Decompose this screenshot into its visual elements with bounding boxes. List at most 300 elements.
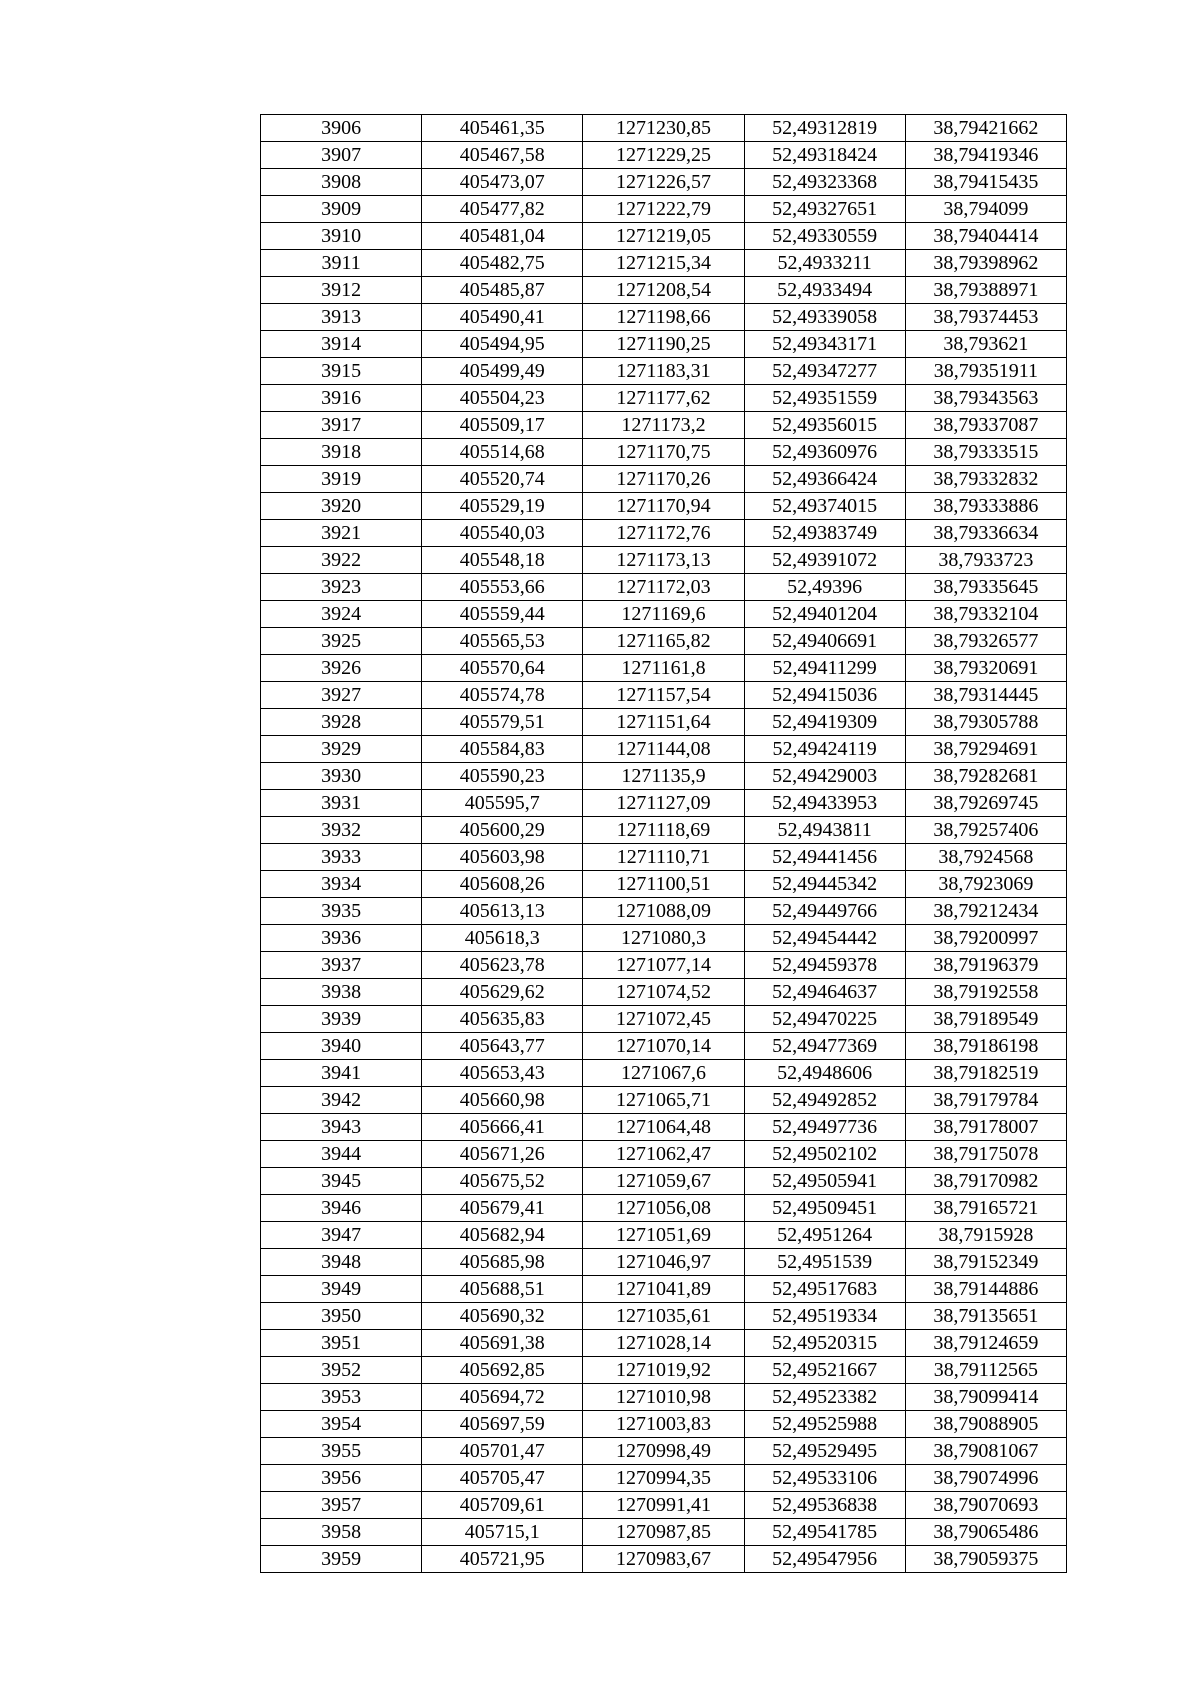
table-row: [261, 196, 1067, 223]
x-coordinate-cell: 405574,78: [422, 682, 583, 709]
table-row: [261, 358, 1067, 385]
latitude-cell: 52,49459378: [744, 952, 905, 979]
latitude-cell: 52,4951264: [744, 1222, 905, 1249]
x-coordinate-cell: 405705,47: [422, 1465, 583, 1492]
y-coordinate-cell: 1271003,83: [583, 1411, 744, 1438]
longitude-cell: 38,7915928: [905, 1222, 1066, 1249]
longitude-cell: 38,7924568: [905, 844, 1066, 871]
x-coordinate-cell: 405653,43: [422, 1060, 583, 1087]
table-row: [261, 709, 1067, 736]
y-coordinate-cell: 1270998,49: [583, 1438, 744, 1465]
x-coordinate-cell: 405473,07: [422, 169, 583, 196]
longitude-cell: 38,79200997: [905, 925, 1066, 952]
latitude-cell: 52,49525988: [744, 1411, 905, 1438]
latitude-cell: 52,49519334: [744, 1303, 905, 1330]
longitude-cell: 38,79332832: [905, 466, 1066, 493]
point-number-cell: 3945: [261, 1168, 422, 1195]
x-coordinate-cell: 405603,98: [422, 844, 583, 871]
table-row: [261, 763, 1067, 790]
x-coordinate-cell: 405715,1: [422, 1519, 583, 1546]
x-coordinate-cell: 405499,49: [422, 358, 583, 385]
latitude-cell: 52,49529495: [744, 1438, 905, 1465]
latitude-cell: 52,49541785: [744, 1519, 905, 1546]
point-number-cell: 3923: [261, 574, 422, 601]
table-row: [261, 1465, 1067, 1492]
longitude-cell: 38,79336634: [905, 520, 1066, 547]
x-coordinate-cell: 405635,83: [422, 1006, 583, 1033]
table-row: [261, 1060, 1067, 1087]
longitude-cell: 38,79178007: [905, 1114, 1066, 1141]
x-coordinate-cell: 405481,04: [422, 223, 583, 250]
point-number-cell: 3932: [261, 817, 422, 844]
longitude-cell: 38,79343563: [905, 385, 1066, 412]
latitude-cell: 52,49502102: [744, 1141, 905, 1168]
latitude-cell: 52,4933211: [744, 250, 905, 277]
latitude-cell: 52,49523382: [744, 1384, 905, 1411]
longitude-cell: 38,79186198: [905, 1033, 1066, 1060]
y-coordinate-cell: 1271172,76: [583, 520, 744, 547]
longitude-cell: 38,79320691: [905, 655, 1066, 682]
longitude-cell: 38,79351911: [905, 358, 1066, 385]
y-coordinate-cell: 1270987,85: [583, 1519, 744, 1546]
point-number-cell: 3906: [261, 115, 422, 142]
table-row: [261, 1222, 1067, 1249]
point-number-cell: 3911: [261, 250, 422, 277]
table-row: [261, 1303, 1067, 1330]
y-coordinate-cell: 1271059,67: [583, 1168, 744, 1195]
table-row: [261, 871, 1067, 898]
point-number-cell: 3917: [261, 412, 422, 439]
y-coordinate-cell: 1270991,41: [583, 1492, 744, 1519]
y-coordinate-cell: 1271080,3: [583, 925, 744, 952]
latitude-cell: 52,49323368: [744, 169, 905, 196]
longitude-cell: 38,79088905: [905, 1411, 1066, 1438]
latitude-cell: 52,49312819: [744, 115, 905, 142]
longitude-cell: 38,79081067: [905, 1438, 1066, 1465]
longitude-cell: 38,79065486: [905, 1519, 1066, 1546]
longitude-cell: 38,79333886: [905, 493, 1066, 520]
point-number-cell: 3916: [261, 385, 422, 412]
latitude-cell: 52,49374015: [744, 493, 905, 520]
latitude-cell: 52,49470225: [744, 1006, 905, 1033]
x-coordinate-cell: 405504,23: [422, 385, 583, 412]
y-coordinate-cell: 1271208,54: [583, 277, 744, 304]
table-row: [261, 574, 1067, 601]
y-coordinate-cell: 1271035,61: [583, 1303, 744, 1330]
y-coordinate-cell: 1271170,26: [583, 466, 744, 493]
point-number-cell: 3941: [261, 1060, 422, 1087]
latitude-cell: 52,49454442: [744, 925, 905, 952]
x-coordinate-cell: 405675,52: [422, 1168, 583, 1195]
x-coordinate-cell: 405548,18: [422, 547, 583, 574]
longitude-cell: 38,79189549: [905, 1006, 1066, 1033]
point-number-cell: 3940: [261, 1033, 422, 1060]
point-number-cell: 3914: [261, 331, 422, 358]
y-coordinate-cell: 1271100,51: [583, 871, 744, 898]
table-row: [261, 1195, 1067, 1222]
y-coordinate-cell: 1270983,67: [583, 1546, 744, 1573]
longitude-cell: 38,79070693: [905, 1492, 1066, 1519]
longitude-cell: 38,79257406: [905, 817, 1066, 844]
latitude-cell: 52,4948606: [744, 1060, 905, 1087]
table-row: [261, 331, 1067, 358]
y-coordinate-cell: 1271074,52: [583, 979, 744, 1006]
latitude-cell: 52,49330559: [744, 223, 905, 250]
table-row: [261, 790, 1067, 817]
latitude-cell: 52,49391072: [744, 547, 905, 574]
y-coordinate-cell: 1271161,8: [583, 655, 744, 682]
point-number-cell: 3933: [261, 844, 422, 871]
y-coordinate-cell: 1271062,47: [583, 1141, 744, 1168]
point-number-cell: 3943: [261, 1114, 422, 1141]
x-coordinate-cell: 405485,87: [422, 277, 583, 304]
longitude-cell: 38,79314445: [905, 682, 1066, 709]
x-coordinate-cell: 405697,59: [422, 1411, 583, 1438]
latitude-cell: 52,49406691: [744, 628, 905, 655]
y-coordinate-cell: 1271172,03: [583, 574, 744, 601]
latitude-cell: 52,49521667: [744, 1357, 905, 1384]
table-row: [261, 412, 1067, 439]
table-row: [261, 1249, 1067, 1276]
x-coordinate-cell: 405692,85: [422, 1357, 583, 1384]
latitude-cell: 52,49517683: [744, 1276, 905, 1303]
x-coordinate-cell: 405608,26: [422, 871, 583, 898]
point-number-cell: 3934: [261, 871, 422, 898]
x-coordinate-cell: 405490,41: [422, 304, 583, 331]
x-coordinate-cell: 405613,13: [422, 898, 583, 925]
y-coordinate-cell: 1271169,6: [583, 601, 744, 628]
latitude-cell: 52,49339058: [744, 304, 905, 331]
x-coordinate-cell: 405461,35: [422, 115, 583, 142]
y-coordinate-cell: 1271173,2: [583, 412, 744, 439]
table-row: [261, 250, 1067, 277]
y-coordinate-cell: 1271046,97: [583, 1249, 744, 1276]
longitude-cell: 38,79337087: [905, 412, 1066, 439]
x-coordinate-cell: 405709,61: [422, 1492, 583, 1519]
longitude-cell: 38,79179784: [905, 1087, 1066, 1114]
latitude-cell: 52,49433953: [744, 790, 905, 817]
x-coordinate-cell: 405467,58: [422, 142, 583, 169]
longitude-cell: 38,79099414: [905, 1384, 1066, 1411]
table-row: [261, 1141, 1067, 1168]
x-coordinate-cell: 405600,29: [422, 817, 583, 844]
latitude-cell: 52,4933494: [744, 277, 905, 304]
latitude-cell: 52,49464637: [744, 979, 905, 1006]
point-number-cell: 3935: [261, 898, 422, 925]
latitude-cell: 52,49441456: [744, 844, 905, 871]
x-coordinate-cell: 405671,26: [422, 1141, 583, 1168]
longitude-cell: 38,79212434: [905, 898, 1066, 925]
point-number-cell: 3915: [261, 358, 422, 385]
latitude-cell: 52,49351559: [744, 385, 905, 412]
table-row: [261, 1168, 1067, 1195]
latitude-cell: 52,49477369: [744, 1033, 905, 1060]
table-row: [261, 1006, 1067, 1033]
longitude-cell: 38,79294691: [905, 736, 1066, 763]
x-coordinate-cell: 405553,66: [422, 574, 583, 601]
y-coordinate-cell: 1271077,14: [583, 952, 744, 979]
x-coordinate-cell: 405623,78: [422, 952, 583, 979]
y-coordinate-cell: 1271215,34: [583, 250, 744, 277]
latitude-cell: 52,49411299: [744, 655, 905, 682]
table-row: [261, 1519, 1067, 1546]
y-coordinate-cell: 1271072,45: [583, 1006, 744, 1033]
latitude-cell: 52,49505941: [744, 1168, 905, 1195]
y-coordinate-cell: 1271019,92: [583, 1357, 744, 1384]
y-coordinate-cell: 1270994,35: [583, 1465, 744, 1492]
latitude-cell: 52,4951539: [744, 1249, 905, 1276]
point-number-cell: 3937: [261, 952, 422, 979]
point-number-cell: 3925: [261, 628, 422, 655]
point-number-cell: 3953: [261, 1384, 422, 1411]
point-number-cell: 3956: [261, 1465, 422, 1492]
table-row: [261, 493, 1067, 520]
point-number-cell: 3930: [261, 763, 422, 790]
latitude-cell: 52,49419309: [744, 709, 905, 736]
longitude-cell: 38,79282681: [905, 763, 1066, 790]
x-coordinate-cell: 405579,51: [422, 709, 583, 736]
longitude-cell: 38,79165721: [905, 1195, 1066, 1222]
x-coordinate-cell: 405618,3: [422, 925, 583, 952]
longitude-cell: 38,79305788: [905, 709, 1066, 736]
table-row: [261, 304, 1067, 331]
y-coordinate-cell: 1271170,75: [583, 439, 744, 466]
longitude-cell: 38,79374453: [905, 304, 1066, 331]
x-coordinate-cell: 405666,41: [422, 1114, 583, 1141]
x-coordinate-cell: 405529,19: [422, 493, 583, 520]
x-coordinate-cell: 405660,98: [422, 1087, 583, 1114]
x-coordinate-cell: 405584,83: [422, 736, 583, 763]
y-coordinate-cell: 1271110,71: [583, 844, 744, 871]
latitude-cell: 52,49343171: [744, 331, 905, 358]
latitude-cell: 52,49424119: [744, 736, 905, 763]
longitude-cell: 38,7923069: [905, 871, 1066, 898]
table-row: [261, 520, 1067, 547]
table-row: [261, 682, 1067, 709]
longitude-cell: 38,79182519: [905, 1060, 1066, 1087]
point-number-cell: 3922: [261, 547, 422, 574]
y-coordinate-cell: 1271127,09: [583, 790, 744, 817]
latitude-cell: 52,49497736: [744, 1114, 905, 1141]
x-coordinate-cell: 405690,32: [422, 1303, 583, 1330]
table-row: [261, 1411, 1067, 1438]
y-coordinate-cell: 1271151,64: [583, 709, 744, 736]
point-number-cell: 3949: [261, 1276, 422, 1303]
table-row: [261, 844, 1067, 871]
x-coordinate-cell: 405643,77: [422, 1033, 583, 1060]
y-coordinate-cell: 1271088,09: [583, 898, 744, 925]
table-row: [261, 142, 1067, 169]
x-coordinate-cell: 405682,94: [422, 1222, 583, 1249]
longitude-cell: 38,79335645: [905, 574, 1066, 601]
x-coordinate-cell: 405520,74: [422, 466, 583, 493]
latitude-cell: 52,49383749: [744, 520, 905, 547]
point-number-cell: 3924: [261, 601, 422, 628]
x-coordinate-cell: 405721,95: [422, 1546, 583, 1573]
longitude-cell: 38,79388971: [905, 277, 1066, 304]
latitude-cell: 52,49356015: [744, 412, 905, 439]
point-number-cell: 3957: [261, 1492, 422, 1519]
table-row: [261, 925, 1067, 952]
y-coordinate-cell: 1271041,89: [583, 1276, 744, 1303]
longitude-cell: 38,79152349: [905, 1249, 1066, 1276]
point-number-cell: 3926: [261, 655, 422, 682]
y-coordinate-cell: 1271064,48: [583, 1114, 744, 1141]
point-number-cell: 3927: [261, 682, 422, 709]
x-coordinate-cell: 405482,75: [422, 250, 583, 277]
y-coordinate-cell: 1271230,85: [583, 115, 744, 142]
y-coordinate-cell: 1271118,69: [583, 817, 744, 844]
y-coordinate-cell: 1271157,54: [583, 682, 744, 709]
longitude-cell: 38,79421662: [905, 115, 1066, 142]
table-row: [261, 628, 1067, 655]
y-coordinate-cell: 1271170,94: [583, 493, 744, 520]
x-coordinate-cell: 405595,7: [422, 790, 583, 817]
x-coordinate-cell: 405679,41: [422, 1195, 583, 1222]
x-coordinate-cell: 405701,47: [422, 1438, 583, 1465]
table-row: [261, 1357, 1067, 1384]
x-coordinate-cell: 405477,82: [422, 196, 583, 223]
y-coordinate-cell: 1271028,14: [583, 1330, 744, 1357]
point-number-cell: 3959: [261, 1546, 422, 1573]
x-coordinate-cell: 405494,95: [422, 331, 583, 358]
y-coordinate-cell: 1271135,9: [583, 763, 744, 790]
latitude-cell: 52,49347277: [744, 358, 905, 385]
latitude-cell: 52,49360976: [744, 439, 905, 466]
x-coordinate-cell: 405540,03: [422, 520, 583, 547]
y-coordinate-cell: 1271010,98: [583, 1384, 744, 1411]
latitude-cell: 52,49327651: [744, 196, 905, 223]
latitude-cell: 52,49366424: [744, 466, 905, 493]
latitude-cell: 52,49445342: [744, 871, 905, 898]
x-coordinate-cell: 405694,72: [422, 1384, 583, 1411]
x-coordinate-cell: 405691,38: [422, 1330, 583, 1357]
point-number-cell: 3947: [261, 1222, 422, 1249]
latitude-cell: 52,49533106: [744, 1465, 905, 1492]
y-coordinate-cell: 1271051,69: [583, 1222, 744, 1249]
table-row: [261, 1438, 1067, 1465]
latitude-cell: 52,49318424: [744, 142, 905, 169]
longitude-cell: 38,79404414: [905, 223, 1066, 250]
latitude-cell: 52,49509451: [744, 1195, 905, 1222]
table-row: [261, 898, 1067, 925]
point-number-cell: 3918: [261, 439, 422, 466]
longitude-cell: 38,79144886: [905, 1276, 1066, 1303]
table-row: [261, 817, 1067, 844]
point-number-cell: 3952: [261, 1357, 422, 1384]
longitude-cell: 38,7933723: [905, 547, 1066, 574]
x-coordinate-cell: 405514,68: [422, 439, 583, 466]
point-number-cell: 3936: [261, 925, 422, 952]
point-number-cell: 3958: [261, 1519, 422, 1546]
point-number-cell: 3950: [261, 1303, 422, 1330]
table-row: [261, 979, 1067, 1006]
latitude-cell: 52,49547956: [744, 1546, 905, 1573]
table-row: [261, 439, 1067, 466]
y-coordinate-cell: 1271219,05: [583, 223, 744, 250]
table-row: [261, 1330, 1067, 1357]
latitude-cell: 52,4943811: [744, 817, 905, 844]
latitude-cell: 52,49520315: [744, 1330, 905, 1357]
y-coordinate-cell: 1271144,08: [583, 736, 744, 763]
y-coordinate-cell: 1271056,08: [583, 1195, 744, 1222]
y-coordinate-cell: 1271065,71: [583, 1087, 744, 1114]
table-row: [261, 385, 1067, 412]
x-coordinate-cell: 405559,44: [422, 601, 583, 628]
table-row: [261, 736, 1067, 763]
point-number-cell: 3910: [261, 223, 422, 250]
point-number-cell: 3909: [261, 196, 422, 223]
longitude-cell: 38,79192558: [905, 979, 1066, 1006]
x-coordinate-cell: 405565,53: [422, 628, 583, 655]
x-coordinate-cell: 405688,51: [422, 1276, 583, 1303]
y-coordinate-cell: 1271067,6: [583, 1060, 744, 1087]
longitude-cell: 38,79059375: [905, 1546, 1066, 1573]
y-coordinate-cell: 1271183,31: [583, 358, 744, 385]
y-coordinate-cell: 1271173,13: [583, 547, 744, 574]
table-row: [261, 1546, 1067, 1573]
x-coordinate-cell: 405685,98: [422, 1249, 583, 1276]
point-number-cell: 3929: [261, 736, 422, 763]
y-coordinate-cell: 1271177,62: [583, 385, 744, 412]
longitude-cell: 38,79074996: [905, 1465, 1066, 1492]
table-row: [261, 1384, 1067, 1411]
table-row: [261, 169, 1067, 196]
table-row: [261, 466, 1067, 493]
point-number-cell: 3939: [261, 1006, 422, 1033]
y-coordinate-cell: 1271190,25: [583, 331, 744, 358]
longitude-cell: 38,79326577: [905, 628, 1066, 655]
point-number-cell: 3942: [261, 1087, 422, 1114]
point-number-cell: 3946: [261, 1195, 422, 1222]
x-coordinate-cell: 405629,62: [422, 979, 583, 1006]
point-number-cell: 3938: [261, 979, 422, 1006]
table-row: [261, 952, 1067, 979]
table-row: [261, 655, 1067, 682]
longitude-cell: 38,79415435: [905, 169, 1066, 196]
y-coordinate-cell: 1271222,79: [583, 196, 744, 223]
longitude-cell: 38,79333515: [905, 439, 1066, 466]
point-number-cell: 3928: [261, 709, 422, 736]
longitude-cell: 38,794099: [905, 196, 1066, 223]
latitude-cell: 52,49415036: [744, 682, 905, 709]
table-row: [261, 223, 1067, 250]
latitude-cell: 52,49492852: [744, 1087, 905, 1114]
x-coordinate-cell: 405590,23: [422, 763, 583, 790]
point-number-cell: 3908: [261, 169, 422, 196]
x-coordinate-cell: 405570,64: [422, 655, 583, 682]
coordinates-table-body: [261, 115, 1067, 1573]
longitude-cell: 38,79419346: [905, 142, 1066, 169]
latitude-cell: 52,49449766: [744, 898, 905, 925]
point-number-cell: 3913: [261, 304, 422, 331]
table-row: [261, 1114, 1067, 1141]
point-number-cell: 3912: [261, 277, 422, 304]
longitude-cell: 38,79269745: [905, 790, 1066, 817]
table-row: [261, 277, 1067, 304]
latitude-cell: 52,49401204: [744, 601, 905, 628]
longitude-cell: 38,79398962: [905, 250, 1066, 277]
longitude-cell: 38,79170982: [905, 1168, 1066, 1195]
longitude-cell: 38,79332104: [905, 601, 1066, 628]
point-number-cell: 3948: [261, 1249, 422, 1276]
latitude-cell: 52,49429003: [744, 763, 905, 790]
latitude-cell: 52,49536838: [744, 1492, 905, 1519]
point-number-cell: 3951: [261, 1330, 422, 1357]
table-row: [261, 601, 1067, 628]
latitude-cell: 52,49396: [744, 574, 905, 601]
y-coordinate-cell: 1271165,82: [583, 628, 744, 655]
